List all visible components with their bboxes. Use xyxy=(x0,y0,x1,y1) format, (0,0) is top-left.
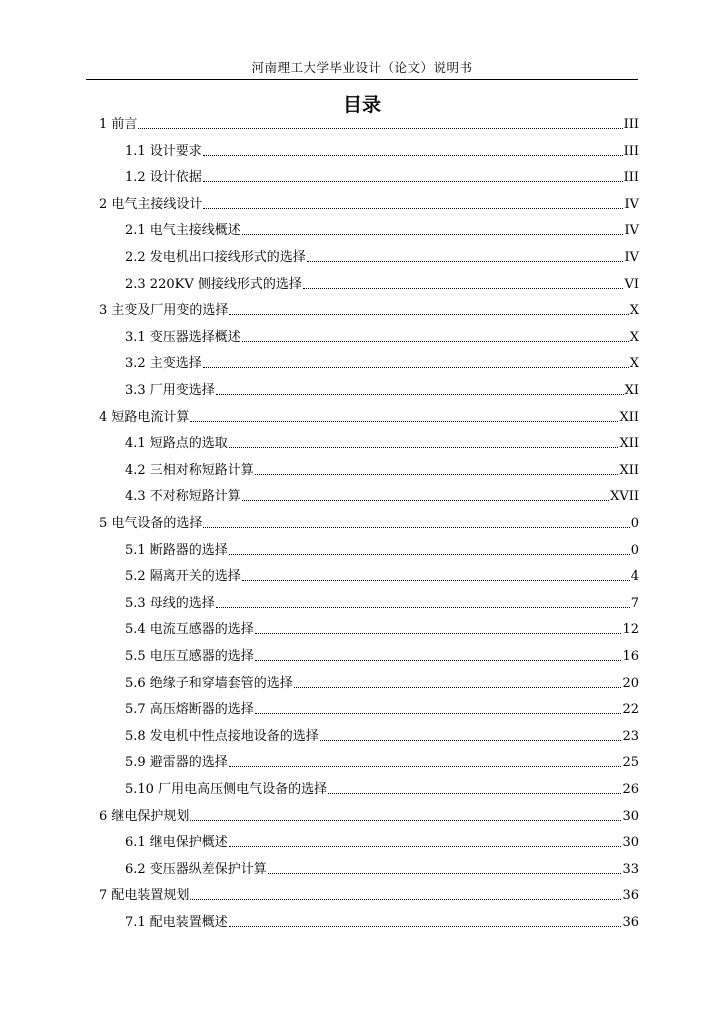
toc-page-number: IV xyxy=(624,250,639,265)
toc-entry-label: 5.1 断路器的选择 xyxy=(125,542,228,558)
toc-entry-label: 2.1 电气主接线概述 xyxy=(125,223,241,239)
toc-entry-label: 2 电气主接线设计 xyxy=(99,196,203,212)
toc-section-entry[interactable] xyxy=(125,376,639,398)
toc-page-number: 30 xyxy=(622,808,639,824)
toc-entry-label: 4 短路电流计算 xyxy=(99,409,190,425)
toc-entry-label: 3 主变及厂用变的选择 xyxy=(99,303,229,319)
toc-chapter-entry[interactable] xyxy=(99,296,639,318)
toc-chapter-entry[interactable] xyxy=(99,403,639,425)
toc-dot-leader xyxy=(229,447,619,448)
toc-entry-label: 1 前言 xyxy=(99,117,138,132)
toc-dot-leader xyxy=(203,155,623,156)
toc-entry-label: 7 配电装置规划 xyxy=(99,888,190,904)
toc-entry-label: 5.7 高压熔断器的选择 xyxy=(125,702,254,718)
toc-dot-leader xyxy=(190,421,618,422)
toc-page-number: III xyxy=(623,117,639,132)
toc-page-number: X xyxy=(629,303,639,319)
toc-entry-label: 6.1 继电保护概述 xyxy=(125,835,228,851)
toc-dot-leader xyxy=(328,793,621,794)
toc-section-entry[interactable] xyxy=(125,695,639,717)
toc-page-number: 36 xyxy=(622,915,639,930)
toc-section-entry[interactable] xyxy=(125,642,639,664)
toc-dot-leader xyxy=(229,766,622,767)
toc-section-entry[interactable] xyxy=(125,722,639,744)
toc-chapter-entry[interactable] xyxy=(99,509,639,531)
toc-page-number: III xyxy=(623,143,639,159)
toc-dot-leader xyxy=(255,660,622,661)
toc-page-number: 33 xyxy=(622,861,639,877)
toc-entry-label: 5.8 发电机中性点接地设备的选择 xyxy=(125,728,319,744)
toc-entry-label: 2.2 发电机出口接线形式的选择 xyxy=(125,250,306,265)
toc-section-entry[interactable] xyxy=(125,216,639,238)
toc-dot-leader xyxy=(229,846,622,847)
toc-dot-leader xyxy=(255,474,619,475)
toc-page-number: 4 xyxy=(630,569,639,585)
toc-entry-label: 1.2 设计依据 xyxy=(125,170,202,186)
toc-section-entry[interactable] xyxy=(125,615,639,637)
toc-dot-leader xyxy=(138,128,622,129)
toc-section-entry[interactable] xyxy=(125,270,639,292)
toc-dot-leader xyxy=(229,926,622,927)
toc-section-entry[interactable] xyxy=(125,429,639,451)
toc-page-number: XII xyxy=(619,409,639,425)
toc-section-entry[interactable] xyxy=(125,775,639,797)
toc-section-entry[interactable] xyxy=(125,828,639,850)
toc-section-entry[interactable] xyxy=(125,163,639,185)
toc-dot-leader xyxy=(303,288,624,289)
running-header: 河南理工大学毕业设计（论文）说明书 xyxy=(251,60,473,75)
toc-dot-leader xyxy=(320,740,622,741)
toc-entry-label: 3.3 厂用变选择 xyxy=(125,383,215,398)
toc-section-entry[interactable] xyxy=(125,669,639,691)
toc-section-entry[interactable] xyxy=(125,908,639,930)
toc-dot-leader xyxy=(242,234,624,235)
toc-chapter-entry[interactable] xyxy=(99,110,639,132)
toc-entry-label: 5.3 母线的选择 xyxy=(125,595,215,611)
toc-entry-label: 4.1 短路点的选取 xyxy=(125,436,228,452)
toc-section-entry[interactable] xyxy=(125,562,639,584)
toc-page-number: 25 xyxy=(622,755,639,771)
toc-entry-label: 3.2 主变选择 xyxy=(125,356,202,372)
toc-page-number: 22 xyxy=(622,702,639,718)
toc-page-number: III xyxy=(623,170,639,186)
toc-page-number: 36 xyxy=(622,888,639,904)
toc-page-number: IV xyxy=(624,196,639,212)
toc-dot-leader xyxy=(203,367,629,368)
toc-page-number: X xyxy=(629,356,639,372)
toc-dot-leader xyxy=(190,899,621,900)
toc-section-entry[interactable] xyxy=(125,323,639,345)
header-rule xyxy=(86,79,638,80)
toc-page-number: 7 xyxy=(630,595,639,611)
toc-entry-label: 1.1 设计要求 xyxy=(125,143,202,159)
toc-page-number: 26 xyxy=(622,782,639,797)
toc-dot-leader xyxy=(203,181,623,182)
toc-page-number: XII xyxy=(619,436,639,452)
toc-page-number: 0 xyxy=(630,542,639,558)
toc-dot-leader xyxy=(242,500,609,501)
toc-dot-leader xyxy=(268,873,622,874)
toc-section-entry[interactable] xyxy=(125,748,639,770)
toc-dot-leader xyxy=(216,394,624,395)
toc-dot-leader xyxy=(190,820,621,821)
toc-page-number: 0 xyxy=(630,516,639,531)
toc-dot-leader xyxy=(216,607,630,608)
toc-entry-label: 3.1 变压器选择概述 xyxy=(125,329,241,345)
toc-page-number: XII xyxy=(619,462,639,478)
toc-chapter-entry[interactable] xyxy=(99,190,639,212)
toc-entry-label: 5.5 电压互感器的选择 xyxy=(125,649,254,664)
toc-dot-leader xyxy=(294,687,622,688)
toc-section-entry[interactable] xyxy=(125,482,639,504)
toc-section-entry[interactable] xyxy=(125,536,639,558)
toc-dot-leader xyxy=(203,208,623,209)
toc-dot-leader xyxy=(255,713,622,714)
toc-page-number: XI xyxy=(624,383,639,398)
toc-dot-leader xyxy=(229,554,630,555)
toc-entry-label: 6 继电保护规划 xyxy=(99,808,190,824)
toc-section-entry[interactable] xyxy=(125,855,639,877)
toc-page-number: 16 xyxy=(622,649,639,664)
toc-dot-leader xyxy=(229,314,628,315)
toc-page-number: X xyxy=(629,329,639,345)
toc-dot-leader xyxy=(242,341,629,342)
toc-entry-label: 4.2 三相对称短路计算 xyxy=(125,462,254,478)
toc-page-number: 20 xyxy=(622,675,639,691)
page-title: 目录 xyxy=(342,94,381,116)
toc-dot-leader xyxy=(307,261,624,262)
toc-section-entry[interactable] xyxy=(125,349,639,371)
toc-entry-label: 5.6 绝缘子和穿墙套管的选择 xyxy=(125,675,293,691)
toc-page-number: VI xyxy=(624,276,639,292)
toc-dot-leader xyxy=(242,580,630,581)
toc-page-number: IV xyxy=(624,223,639,239)
toc-section-entry[interactable] xyxy=(125,589,639,611)
toc-page-number: 23 xyxy=(622,728,639,744)
toc-dot-leader xyxy=(255,633,622,634)
toc-entry-label: 7.1 配电装置概述 xyxy=(125,915,228,930)
toc-page-number: 30 xyxy=(622,835,639,851)
toc-entry-label: 5.10 厂用电高压侧电气设备的选择 xyxy=(125,782,328,797)
toc-entry-label: 5 电气设备的选择 xyxy=(99,516,203,531)
toc-chapter-entry[interactable] xyxy=(99,802,639,824)
toc-entry-label: 4.3 不对称短路计算 xyxy=(125,489,241,505)
toc-entry-label: 5.9 避雷器的选择 xyxy=(125,755,228,771)
toc-entry-label: 2.3 220KV 侧接线形式的选择 xyxy=(125,276,302,292)
toc-entry-label: 5.4 电流互感器的选择 xyxy=(125,622,254,638)
toc-section-entry[interactable] xyxy=(125,137,639,159)
toc-entry-label: 5.2 隔离开关的选择 xyxy=(125,569,241,585)
toc-section-entry[interactable] xyxy=(125,243,639,265)
toc-section-entry[interactable] xyxy=(125,456,639,478)
toc-page-number: 12 xyxy=(622,622,639,638)
toc-dot-leader xyxy=(203,527,629,528)
toc-page-number: XVII xyxy=(610,489,639,505)
toc-entry-label: 6.2 变压器纵差保护计算 xyxy=(125,861,267,877)
toc-chapter-entry[interactable] xyxy=(99,881,639,903)
